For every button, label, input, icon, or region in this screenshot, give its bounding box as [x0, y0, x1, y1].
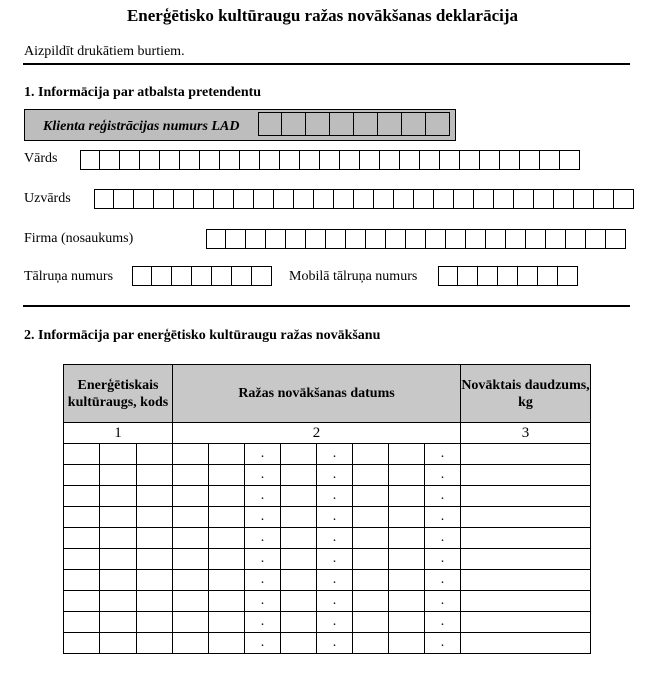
mobile-label: Mobilā tālruņa numurs: [289, 269, 418, 284]
letter-box[interactable]: [540, 150, 560, 170]
letter-box[interactable]: [606, 229, 626, 249]
digit-box[interactable]: [252, 266, 272, 286]
letter-box[interactable]: [474, 189, 494, 209]
letter-box[interactable]: [354, 189, 374, 209]
date-digit-cell[interactable]: .: [245, 444, 281, 465]
section1-heading: 1. Informācija par atbalsta pretendentu: [24, 85, 262, 100]
column-number-3: 3: [461, 423, 591, 444]
company-boxes[interactable]: [206, 229, 626, 249]
crop-code-cell[interactable]: [100, 612, 137, 633]
date-digit-cell[interactable]: .: [425, 507, 461, 528]
date-digit-cell[interactable]: [281, 612, 317, 633]
date-digit-cell[interactable]: .: [425, 612, 461, 633]
crop-code-cell[interactable]: [64, 570, 100, 591]
date-digit-cell[interactable]: [353, 507, 389, 528]
date-digit-cell[interactable]: [209, 465, 245, 486]
crop-code-cell[interactable]: [137, 444, 173, 465]
letter-box[interactable]: [380, 150, 400, 170]
lad-digit-box[interactable]: [258, 112, 282, 136]
letter-box[interactable]: [300, 150, 320, 170]
letter-box[interactable]: [266, 229, 286, 249]
date-digit-cell[interactable]: [389, 591, 425, 612]
quantity-cell[interactable]: [461, 549, 591, 570]
column-header-quantity: Novāktais daudzums, kg: [461, 365, 591, 423]
letter-box[interactable]: [340, 150, 360, 170]
digit-box[interactable]: [212, 266, 232, 286]
letter-box[interactable]: [326, 229, 346, 249]
letter-box[interactable]: [286, 229, 306, 249]
column-number-2: 2: [173, 423, 461, 444]
crop-code-cell[interactable]: [137, 633, 173, 654]
letter-box[interactable]: [366, 229, 386, 249]
date-digit-cell[interactable]: .: [425, 444, 461, 465]
crop-code-cell[interactable]: [100, 486, 137, 507]
table-row: [64, 633, 591, 654]
date-digit-cell[interactable]: [389, 465, 425, 486]
letter-box[interactable]: [500, 150, 520, 170]
crop-code-cell[interactable]: [137, 591, 173, 612]
letter-box[interactable]: [520, 150, 540, 170]
date-digit-cell[interactable]: .: [245, 633, 281, 654]
lad-digit-box[interactable]: [306, 112, 330, 136]
date-digit-cell[interactable]: .: [425, 465, 461, 486]
letter-box[interactable]: [466, 229, 486, 249]
date-digit-cell[interactable]: .: [245, 528, 281, 549]
date-digit-cell[interactable]: .: [245, 549, 281, 570]
fill-instruction: Aizpildīt drukātiem burtiem.: [24, 44, 185, 59]
letter-box[interactable]: [554, 189, 574, 209]
letter-box[interactable]: [134, 189, 154, 209]
date-digit-cell[interactable]: [389, 612, 425, 633]
date-digit-cell[interactable]: [281, 444, 317, 465]
date-digit-cell[interactable]: .: [245, 486, 281, 507]
letter-box[interactable]: [194, 189, 214, 209]
quantity-cell[interactable]: [461, 444, 591, 465]
lad-digit-box[interactable]: [426, 112, 450, 136]
crop-code-cell[interactable]: [100, 507, 137, 528]
date-digit-cell[interactable]: .: [245, 507, 281, 528]
letter-box[interactable]: [360, 150, 380, 170]
letter-box[interactable]: [586, 229, 606, 249]
letter-box[interactable]: [446, 229, 466, 249]
date-digit-cell[interactable]: .: [245, 612, 281, 633]
date-digit-cell[interactable]: [281, 465, 317, 486]
letter-box[interactable]: [120, 150, 140, 170]
date-digit-cell[interactable]: [209, 528, 245, 549]
letter-box[interactable]: [460, 150, 480, 170]
date-digit-cell[interactable]: [209, 633, 245, 654]
date-digit-cell[interactable]: .: [317, 486, 353, 507]
date-digit-cell[interactable]: [173, 486, 209, 507]
date-digit-cell[interactable]: [209, 486, 245, 507]
digit-box[interactable]: [232, 266, 252, 286]
table-row: [64, 591, 591, 612]
date-digit-cell[interactable]: .: [425, 591, 461, 612]
letter-box[interactable]: [386, 229, 406, 249]
quantity-cell[interactable]: [461, 633, 591, 654]
letter-box[interactable]: [100, 150, 120, 170]
crop-code-cell[interactable]: [64, 507, 100, 528]
date-digit-cell[interactable]: [173, 549, 209, 570]
date-digit-cell[interactable]: [281, 486, 317, 507]
table-row: [64, 549, 591, 570]
letter-box[interactable]: [154, 189, 174, 209]
letter-box[interactable]: [514, 189, 534, 209]
letter-box[interactable]: [140, 150, 160, 170]
harvest-table: [63, 364, 591, 654]
crop-code-cell[interactable]: [64, 549, 100, 570]
date-digit-cell[interactable]: [173, 528, 209, 549]
date-digit-cell[interactable]: [173, 465, 209, 486]
date-digit-cell[interactable]: [209, 444, 245, 465]
date-digit-cell[interactable]: .: [317, 528, 353, 549]
date-digit-cell[interactable]: [389, 549, 425, 570]
letter-box[interactable]: [426, 229, 446, 249]
date-digit-cell[interactable]: [209, 507, 245, 528]
letter-box[interactable]: [114, 189, 134, 209]
crop-code-cell[interactable]: [137, 528, 173, 549]
phone-label: Tālruņa numurs: [24, 269, 114, 284]
column-header-crop: Enerģētiskais kultūraugs, kods: [64, 365, 173, 423]
date-digit-cell[interactable]: [173, 570, 209, 591]
date-digit-cell[interactable]: [173, 612, 209, 633]
date-digit-cell[interactable]: [281, 570, 317, 591]
crop-code-cell[interactable]: [137, 465, 173, 486]
table-row: [64, 612, 591, 633]
date-digit-cell[interactable]: [209, 549, 245, 570]
letter-box[interactable]: [506, 229, 526, 249]
letter-box[interactable]: [160, 150, 180, 170]
date-digit-cell[interactable]: .: [425, 633, 461, 654]
table-row: [64, 444, 591, 465]
date-digit-cell[interactable]: [389, 486, 425, 507]
crop-code-cell[interactable]: [137, 507, 173, 528]
crop-code-cell[interactable]: [137, 612, 173, 633]
date-digit-cell[interactable]: [353, 486, 389, 507]
crop-code-cell[interactable]: [64, 465, 100, 486]
table-row: [64, 528, 591, 549]
table-row: [64, 486, 591, 507]
date-digit-cell[interactable]: [353, 549, 389, 570]
crop-code-cell[interactable]: [100, 570, 137, 591]
date-digit-cell[interactable]: [353, 612, 389, 633]
lad-label: Klienta reģistrācijas numurs LAD: [43, 119, 240, 134]
date-digit-cell[interactable]: .: [317, 591, 353, 612]
crop-code-cell[interactable]: [100, 633, 137, 654]
digit-box[interactable]: [172, 266, 192, 286]
digit-box[interactable]: [152, 266, 172, 286]
crop-code-cell[interactable]: [64, 633, 100, 654]
quantity-cell[interactable]: [461, 570, 591, 591]
letter-box[interactable]: [234, 189, 254, 209]
date-digit-cell[interactable]: .: [425, 549, 461, 570]
digit-box[interactable]: [558, 266, 578, 286]
date-digit-cell[interactable]: .: [317, 612, 353, 633]
date-digit-cell[interactable]: .: [425, 570, 461, 591]
date-digit-cell[interactable]: [209, 591, 245, 612]
letter-box[interactable]: [274, 189, 294, 209]
digit-box[interactable]: [438, 266, 458, 286]
letter-box[interactable]: [246, 229, 266, 249]
date-digit-cell[interactable]: [281, 507, 317, 528]
letter-box[interactable]: [280, 150, 300, 170]
date-digit-cell[interactable]: .: [425, 486, 461, 507]
phone-boxes[interactable]: [132, 266, 272, 286]
letter-box[interactable]: [374, 189, 394, 209]
digit-box[interactable]: [498, 266, 518, 286]
letter-box[interactable]: [420, 150, 440, 170]
crop-code-cell[interactable]: [100, 549, 137, 570]
letter-box[interactable]: [574, 189, 594, 209]
letter-box[interactable]: [414, 189, 434, 209]
lad-digit-box[interactable]: [282, 112, 306, 136]
letter-box[interactable]: [494, 189, 514, 209]
letter-box[interactable]: [394, 189, 414, 209]
table-row: [64, 507, 591, 528]
quantity-cell[interactable]: [461, 507, 591, 528]
date-digit-cell[interactable]: .: [317, 570, 353, 591]
crop-code-cell[interactable]: [100, 465, 137, 486]
lad-digit-box[interactable]: [354, 112, 378, 136]
quantity-cell[interactable]: [461, 591, 591, 612]
letter-box[interactable]: [486, 229, 506, 249]
quantity-cell[interactable]: [461, 486, 591, 507]
letter-box[interactable]: [546, 229, 566, 249]
letter-box[interactable]: [434, 189, 454, 209]
table-row: [64, 570, 591, 591]
letter-box[interactable]: [560, 150, 580, 170]
date-digit-cell[interactable]: [173, 591, 209, 612]
digit-box[interactable]: [478, 266, 498, 286]
document-title: Enerģētisko kultūraugu ražas novākšanas deklarācija: [126, 6, 519, 25]
letter-box[interactable]: [306, 229, 326, 249]
divider-top: [23, 63, 630, 65]
date-digit-cell[interactable]: [389, 570, 425, 591]
digit-box[interactable]: [538, 266, 558, 286]
date-digit-cell[interactable]: [281, 549, 317, 570]
letter-box[interactable]: [454, 189, 474, 209]
crop-code-cell[interactable]: [137, 549, 173, 570]
date-digit-cell[interactable]: [281, 633, 317, 654]
digit-box[interactable]: [518, 266, 538, 286]
crop-code-cell[interactable]: [100, 528, 137, 549]
letter-box[interactable]: [206, 229, 226, 249]
lad-number-boxes[interactable]: [258, 112, 450, 136]
date-digit-cell[interactable]: .: [317, 549, 353, 570]
letter-box[interactable]: [406, 229, 426, 249]
crop-code-cell[interactable]: [137, 570, 173, 591]
letter-box[interactable]: [254, 189, 274, 209]
letter-box[interactable]: [480, 150, 500, 170]
date-digit-cell[interactable]: [353, 528, 389, 549]
table-row: [64, 465, 591, 486]
crop-code-cell[interactable]: [64, 591, 100, 612]
crop-code-cell[interactable]: [137, 486, 173, 507]
letter-box[interactable]: [174, 189, 194, 209]
date-digit-cell[interactable]: .: [317, 507, 353, 528]
first-name-boxes[interactable]: [80, 150, 580, 170]
date-digit-cell[interactable]: .: [317, 465, 353, 486]
letter-box[interactable]: [526, 229, 546, 249]
letter-box[interactable]: [200, 150, 220, 170]
crop-code-cell[interactable]: [100, 444, 137, 465]
quantity-cell[interactable]: [461, 465, 591, 486]
date-digit-cell[interactable]: .: [425, 528, 461, 549]
date-digit-cell[interactable]: [173, 507, 209, 528]
letter-box[interactable]: [214, 189, 234, 209]
mobile-boxes[interactable]: [438, 266, 578, 286]
letter-box[interactable]: [240, 150, 260, 170]
letter-box[interactable]: [314, 189, 334, 209]
letter-box[interactable]: [614, 189, 634, 209]
letter-box[interactable]: [260, 150, 280, 170]
last-name-label: Uzvārds: [24, 191, 71, 206]
divider-middle: [23, 305, 630, 307]
letter-box[interactable]: [566, 229, 586, 249]
date-digit-cell[interactable]: [353, 633, 389, 654]
date-digit-cell[interactable]: [389, 528, 425, 549]
digit-box[interactable]: [132, 266, 152, 286]
date-digit-cell[interactable]: [389, 507, 425, 528]
date-digit-cell[interactable]: [209, 612, 245, 633]
letter-box[interactable]: [180, 150, 200, 170]
letter-box[interactable]: [220, 150, 240, 170]
date-digit-cell[interactable]: .: [317, 444, 353, 465]
crop-code-cell[interactable]: [64, 528, 100, 549]
last-name-boxes[interactable]: [94, 189, 634, 209]
lad-registration-field: [24, 109, 456, 141]
date-digit-cell[interactable]: [389, 633, 425, 654]
letter-box[interactable]: [320, 150, 340, 170]
crop-code-cell[interactable]: [100, 591, 137, 612]
digit-box[interactable]: [458, 266, 478, 286]
date-digit-cell[interactable]: .: [317, 633, 353, 654]
quantity-cell[interactable]: [461, 612, 591, 633]
company-label: Firma (nosaukums): [24, 231, 134, 246]
letter-box[interactable]: [594, 189, 614, 209]
section2-heading: 2. Informācija par enerģētisko kultūraugu ražas novākšanu: [24, 328, 381, 343]
date-digit-cell[interactable]: [353, 570, 389, 591]
crop-code-cell[interactable]: [64, 444, 100, 465]
date-digit-cell[interactable]: [209, 570, 245, 591]
letter-box[interactable]: [400, 150, 420, 170]
date-digit-cell[interactable]: [173, 444, 209, 465]
lad-digit-box[interactable]: [378, 112, 402, 136]
column-number-1: 1: [64, 423, 173, 444]
letter-box[interactable]: [346, 229, 366, 249]
letter-box[interactable]: [294, 189, 314, 209]
date-digit-cell[interactable]: [389, 444, 425, 465]
date-digit-cell[interactable]: [353, 444, 389, 465]
first-name-label: Vārds: [24, 151, 58, 166]
lad-digit-box[interactable]: [330, 112, 354, 136]
column-header-date: Ražas novākšanas datums: [173, 365, 461, 423]
digit-box[interactable]: [192, 266, 212, 286]
letter-box[interactable]: [534, 189, 554, 209]
letter-box[interactable]: [226, 229, 246, 249]
lad-digit-box[interactable]: [402, 112, 426, 136]
date-digit-cell[interactable]: .: [245, 570, 281, 591]
date-digit-cell[interactable]: [281, 591, 317, 612]
date-digit-cell[interactable]: [353, 465, 389, 486]
date-digit-cell[interactable]: [281, 528, 317, 549]
date-digit-cell[interactable]: [353, 591, 389, 612]
date-digit-cell[interactable]: .: [245, 465, 281, 486]
letter-box[interactable]: [80, 150, 100, 170]
letter-box[interactable]: [334, 189, 354, 209]
date-digit-cell[interactable]: .: [245, 591, 281, 612]
letter-box[interactable]: [440, 150, 460, 170]
date-digit-cell[interactable]: [173, 633, 209, 654]
crop-code-cell[interactable]: [64, 612, 100, 633]
crop-code-cell[interactable]: [64, 486, 100, 507]
quantity-cell[interactable]: [461, 528, 591, 549]
letter-box[interactable]: [94, 189, 114, 209]
